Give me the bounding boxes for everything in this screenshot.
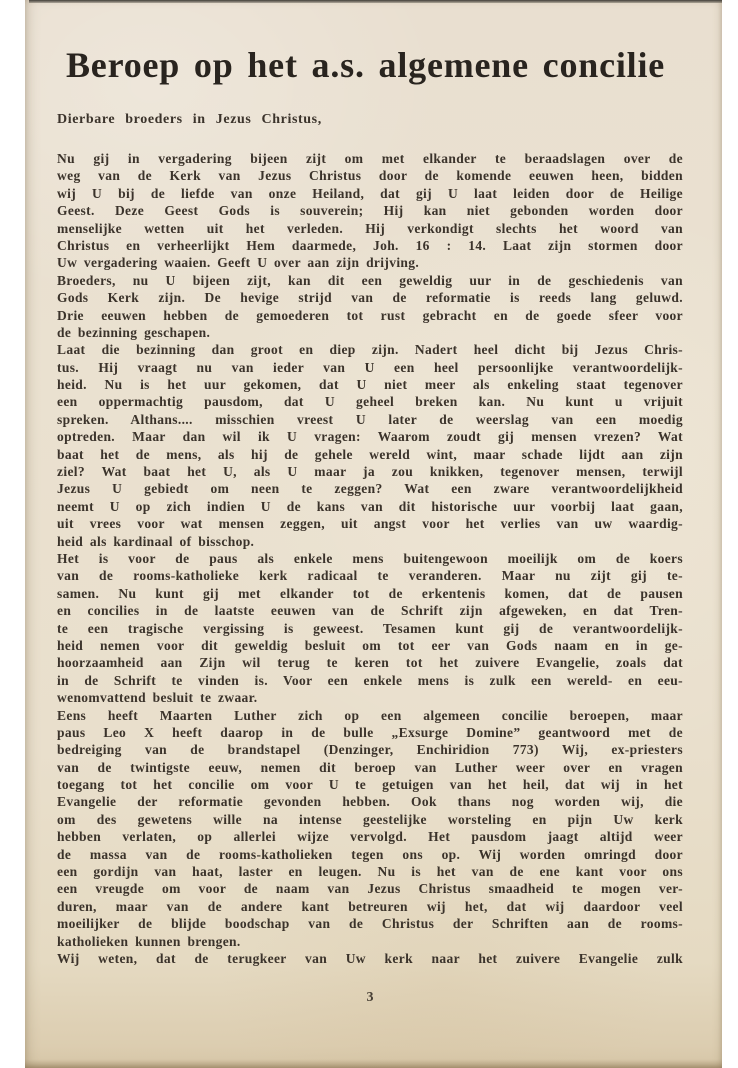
text-line: Eens heeft Maarten Luther zich op een algemeen concilie beroepen, maar [57, 707, 683, 723]
text-line: heid nemen voor dit geweldig besluit om tot eer van Gods naam en in ge- [57, 637, 683, 653]
text-line: Geest. Deze Geest Gods is souverein; Hij kan niet gebonden worden door [57, 203, 683, 219]
text-line: te een tragische vergissing is geweest. Tesamen kunt gij de verantwoordelijk- [57, 620, 683, 636]
text-line: menselijke wetten uit het verleden. Hij verkondigt slechts het woord van [57, 220, 683, 236]
text-line: een vreugde om voor de naam van Jezus Christus smaadheid te mogen ver- [57, 881, 683, 897]
text-line: samen. Nu kunt gij met elkander tot de erkentenis komen, dat de pausen [57, 585, 683, 601]
text-line: Wij weten, dat de terugkeer van Uw kerk naar het zuivere Evangelie zulk [57, 950, 683, 966]
text-line: moeilijker de blijde boodschap van de Christus der Schriften aan de rooms- [57, 916, 683, 932]
text-line: wenomvattend besluit te zwaar. [57, 690, 258, 706]
scan-edge-bottom [25, 1059, 722, 1068]
text-line: Broeders, nu U bijeen zijt, kan dit een geweldig uur in de geschiedenis van [57, 272, 683, 288]
text-line: ziel? Wat baat het U, als U maar ja zou knikken, tegenover mensen, terwijl [57, 464, 683, 480]
text-line: tus. Hij vraagt nu van ieder van U een heel persoonlijke verantwoordelijk- [57, 359, 683, 375]
text-line: toegang tot het concilie om voor U te getuigen van het heil, dat wij in het [57, 777, 683, 793]
text-line: Christus en verheerlijkt Hem daarmede, Joh. 16 : 14. Laat zijn stormen door [57, 237, 683, 253]
text-line: katholieken kunnen brengen. [57, 933, 241, 949]
page-number: 3 [366, 990, 374, 1005]
text-line: paus Leo X heeft daarop in de bulle „Exsurge Domine” geantwoord met de [57, 724, 683, 740]
page-title: Beroep op het a.s. algemene concilie [66, 45, 666, 85]
text-line: weg van de Kerk van Jezus Christus door de komende eeuwen heen, bidden [57, 168, 683, 184]
text-line: uit vrees voor wat mensen zeggen, uit angst voor het verlies van uw waardig- [57, 516, 683, 532]
text-line: Gods Kerk zijn. De hevige strijd van de reformatie is reeds lang geluwd. [57, 290, 683, 306]
text-line: Jezus U gebiedt om neen te zeggen? Wat een zware verantwoordelijkheid [57, 481, 683, 497]
text-line: wij U bij de liefde van onze Heiland, dat gij U laat leiden door de Heilige [57, 185, 683, 201]
salutation: Dierbare broeders in Jezus Christus, [57, 112, 322, 127]
text-line: een oppermachtig pausdom, dat U geheel breken kan. Nu kunt u vrijuit [57, 394, 683, 410]
text-line: een gordijn van haat, laster en leugen. Nu is het van de ene kant voor ons [57, 864, 683, 880]
text-line: en concilies in de laatste eeuwen van de Schrift zijn afgeweken, en dat Tren- [57, 603, 683, 619]
text-line: Laat die bezinning dan groot en diep zijn. Nadert heel dicht bij Jezus Chris- [57, 342, 683, 358]
text-line: spreken. Althans.... misschien vreest U later de weerslag van een moedig [57, 411, 683, 427]
text-line: Evangelie der reformatie gevonden hebben. Ook thans nog worden wij, die [57, 794, 683, 810]
text-line: heid. Nu is het uur gekomen, dat U niet meer als enkeling staat tegenover [57, 377, 683, 393]
text-line: Het is voor de paus als enkele mens buitengewoon moeilijk om de koers [57, 550, 683, 566]
text-line: neemt U op zich indien U de kans van dit historische uur voorbij laat gaan, [57, 498, 683, 514]
text-line: optreden. Maar dan wil ik U vragen: Waarom zoudt gij mensen vrezen? Wat [57, 429, 683, 445]
text-line: de massa van de rooms-katholieken tegen ons op. Wij worden omringd door [57, 846, 683, 862]
text-line: heid als kardinaal of bisschop. [57, 533, 255, 549]
text-line: bedreiging van de brandstapel (Denzinger, Enchiridion 773) Wij, ex-priesters [57, 742, 683, 758]
text-line: Drie eeuwen hebben de gemoederen tot rust gebracht en de goede sfeer voor [57, 307, 683, 323]
scan-edge-top [29, 0, 722, 3]
text-line: Uw vergadering waaien. Geeft U over aan zijn drijving. [57, 255, 420, 271]
text-line: duren, maar van de andere kant betreuren wij het, dat wij daardoor veel [57, 898, 683, 914]
scan-page [25, 0, 722, 1068]
text-line: Nu gij in vergadering bijeen zijt om met elkander te beraadslagen over de [57, 151, 683, 166]
text-line: in de Schrift te vinden is. Voor een enkele mens is zulk een wereld- en eeu- [57, 672, 683, 688]
text-line: om des gewetens wille na intense geestelijke worsteling en pijn Uw kerk [57, 811, 683, 827]
text-line: van de rooms-katholieke kerk radicaal te veranderen. Maar nu zijt gij te- [57, 568, 683, 584]
text-line: de bezinning geschapen. [57, 324, 211, 340]
text-line: hebben verlaten, op allerlei wijze vervolgd. Het pausdom jaagt altijd weer [57, 829, 683, 845]
text-line: baat het de mens, als hij de gehele wereld wint, maar schade lijdt aan zijn [57, 446, 683, 462]
body-text [57, 150, 683, 967]
text-line: van de twintigste eeuw, nemen dit beroep van Luther weer over en vragen [57, 759, 683, 775]
text-line: hoorzaamheid aan Zijn wil terug te keren tot het zuivere Evangelie, zoals dat [57, 655, 683, 671]
